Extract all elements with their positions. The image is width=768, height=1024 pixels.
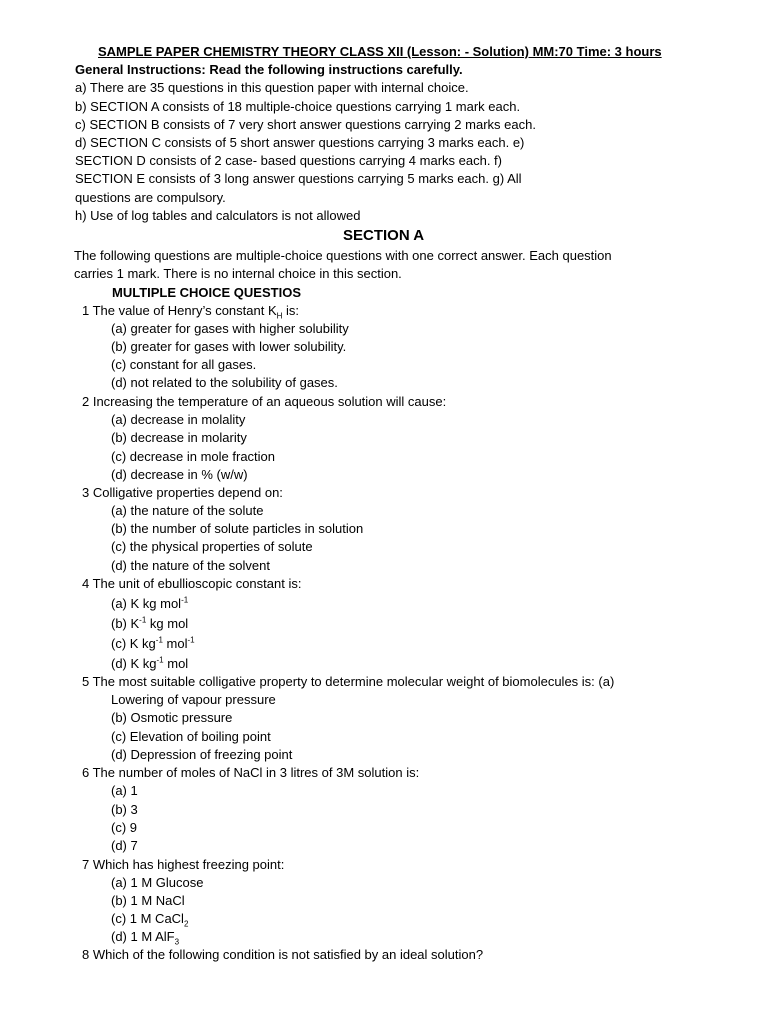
option: (c) constant for all gases. xyxy=(111,357,257,372)
question-1-stem: 1 The value of Henry’s constant $K_H$ is: xyxy=(82,303,300,321)
option: (c) decrease in mole fraction xyxy=(111,449,276,464)
option: (b) the number of solute particles in solution xyxy=(111,521,364,536)
question-3-stem: 3 Colligative properties depend on: xyxy=(82,485,283,500)
option: (c) the physical properties of solute xyxy=(111,539,313,554)
instruction-line: questions are compulsory. xyxy=(75,190,226,205)
question-6-stem: 6 The number of moles of NaCl in 3 litres of 3M solution is: xyxy=(82,765,420,780)
option: (d) 7 xyxy=(111,838,138,853)
instruction-line: d) SECTION C consists of 5 short answer questions carrying 3 marks each. e) xyxy=(75,135,525,150)
option: (b) 3 xyxy=(111,802,138,817)
option: (c) Elevation of boiling point xyxy=(111,729,271,744)
option: (b) $K^{-1}$ kg mol xyxy=(111,615,189,631)
instruction-line: a) There are 35 questions in this question paper with internal choice. xyxy=(75,80,469,95)
option: (b) decrease in molarity xyxy=(111,430,247,445)
section-intro: carries 1 mark. There is no internal choice in this section. xyxy=(74,266,402,281)
mcq-subheading: MULTIPLE CHOICE QUESTIOS xyxy=(112,285,301,300)
instruction-line: SECTION E consists of 3 long answer questions carrying 5 marks each. g) All xyxy=(75,171,522,186)
instruction-line: SECTION D consists of 2 case- based questions carrying 4 marks each. f) xyxy=(75,153,503,168)
option: (a) 1 M Glucose xyxy=(111,875,204,890)
question-2-stem: 2 Increasing the temperature of an aqueous solution will cause: xyxy=(82,394,447,409)
question-7-stem: 7 Which has highest freezing point: xyxy=(82,857,285,872)
section-a-heading: SECTION A xyxy=(343,227,425,244)
question-4-stem: 4 The unit of ebullioscopic constant is: xyxy=(82,576,302,591)
option: (d) the nature of the solvent xyxy=(111,558,270,573)
instruction-line: c) SECTION B consists of 7 very short answer questions carrying 2 marks each. xyxy=(75,117,536,132)
option: (a) greater for gases with higher solubility xyxy=(111,321,349,336)
option: (a) decrease in molality xyxy=(111,412,246,427)
paper-title: SAMPLE PAPER CHEMISTRY THEORY CLASS XII (Lesson: - Solution) MM:70 Time: 3 hours xyxy=(98,44,662,59)
option: (c) K $kg^{-1}$ mol$^{-1}$ xyxy=(111,635,195,651)
option: (d) decrease in % (w/w) xyxy=(111,467,248,482)
option: (a) K kg mol$^{-1}$ xyxy=(111,595,189,611)
section-intro: The following questions are multiple-choice questions with one correct answer. Each question xyxy=(74,248,612,263)
instruction-line: h) Use of log tables and calculators is not allowed xyxy=(75,208,361,223)
option: (d) Depression of freezing point xyxy=(111,747,293,762)
option: (b) greater for gases with lower solubility. xyxy=(111,339,347,354)
instruction-line: b) SECTION A consists of 18 multiple-choice questions carrying 1 mark each. xyxy=(75,99,521,114)
instructions-heading: General Instructions: Read the following instructions carefully. xyxy=(75,62,463,77)
question-5-stem: 5 The most suitable colligative property to determine molecular weight of biomolecules is: (a) xyxy=(82,674,615,689)
option: (c) 9 xyxy=(111,820,137,835)
option: (c) 1 M CaCl$_2$ xyxy=(111,911,189,929)
option: (a) 1 xyxy=(111,783,138,798)
question-8-stem: 8 Which of the following condition is not satisfied by an ideal solution? xyxy=(82,947,484,962)
option: (d) 1 M AlF$_3$ xyxy=(111,929,180,947)
option: (d) K $kg^{-1}$ mol xyxy=(111,655,189,671)
option: (b) 1 M NaCl xyxy=(111,893,185,908)
option: (a) the nature of the solute xyxy=(111,503,264,518)
option: (d) not related to the solubility of gases. xyxy=(111,375,338,390)
option: (b) Osmotic pressure xyxy=(111,710,233,725)
option: Lowering of vapour pressure xyxy=(111,692,276,707)
